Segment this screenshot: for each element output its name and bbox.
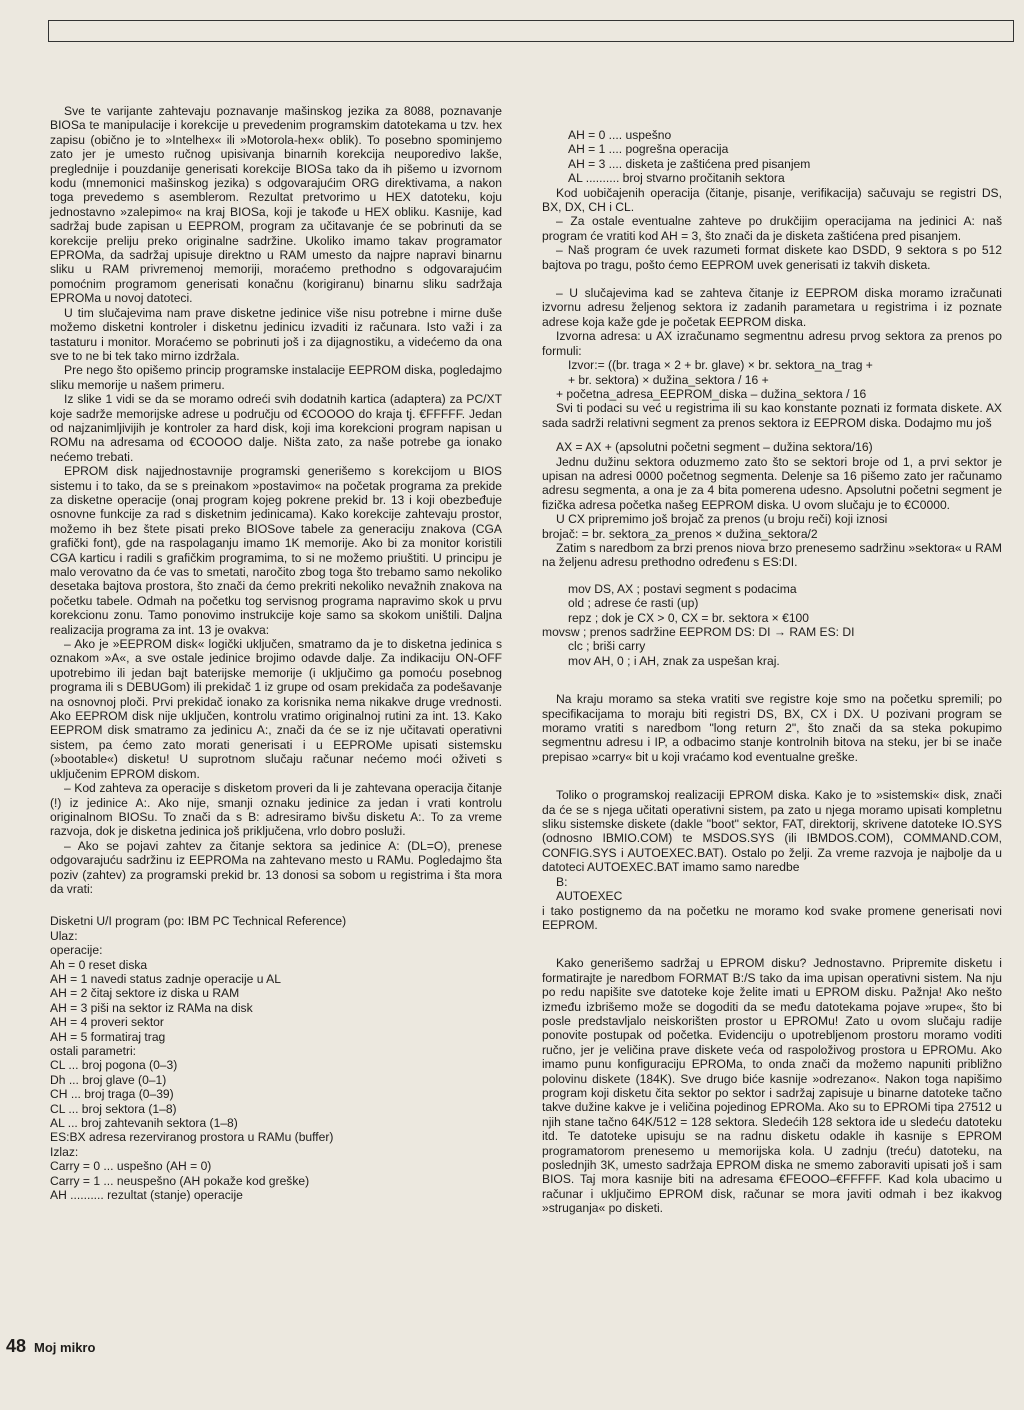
paragraph: Toliko o programskoj realizaciji EPROM diska. Kako je to »sistemski« disk, znači da će se s njega učitati operativni sistem, pa zato u njega moramo upisati kompletnu sliku sistemske diskete (dakle "boot" sektor, FAT, direktorij, skrivene datoteke IO.SYS (odnosno IBMIO.COM) te MSDOS.SYS (ili IBMDOS.COM), COMMAND.COM, CONFIG.SYS i AUTOEXEC.BAT). Ostalo po želji. Za vreme razvoja je najbolje da u datoteci AUTOEXEC.BAT imamo samo naredbe — [542, 788, 1002, 875]
paragraph: – U slučajevima kad se zahteva čitanje iz EEPROM diska moramo izračunati izvornu adresu željenog sektora iz zadanih parametara u registrima i iz poznate adrese koja kaže gde je početak EEPROM diska. — [542, 286, 1002, 329]
status-codes — [542, 128, 1002, 186]
table-line: AH = 1 navedi status zadnje operacije u AL — [50, 971, 281, 986]
address-formula — [542, 358, 1002, 401]
table-line: AH = 3 piši na sektor iz RAMa na disk — [50, 1000, 253, 1015]
table-line: Disketni U/I program (po: IBM PC Technical Reference) — [50, 914, 347, 929]
table-line: AL ... broj zahtevanih sektora (1–8) — [50, 1116, 238, 1131]
paragraph: Kod uobičajenih operacija (čitanje, pisanje, verifikacija) sačuvaju se registri DS, BX, DX, CH i CL. — [542, 185, 1002, 215]
right-column — [542, 128, 1002, 1216]
paragraph: EPROM disk najjednostavnije programski generišemo s korekcijom u BIOS sistemu i to tako, da se s preinakom »postavimo« na početak programa za prekide za disketne operacije (onaj program kojeg pokrene prekid br. 13 i koji obezbeđuje osnovne funkcije za rad s disketnim jedinicama). Kako korekcije zahtevaju prostor, možemo ih bez štete pisati preko BIOSove tabele za generaciju znakova (CGA grafički font), gde na raspolaganju imamo 1K memorije. Ako bi za monitor koristili CGA karticu i radili s grafičkim programima, to si ne možemo priuštiti. U principu je malo verovatno da će vas to smetati, naročito zbog toga što trebamo samo nekoliko desetaka bajtova prostora, što znači da ćemo prekriti nekoliko nevažnih znakova na početku tabele. Odmah na početku tog servisnog programa napravimo skok u prvu korekcionu zonu. Tamo ponovimo instrukcije koje samo sa skokom uništili. Daljna realizacija programa za int. 13 je ovakva: — [50, 464, 502, 637]
command-line: AUTOEXEC — [556, 889, 623, 904]
table-line: AH = 4 proveri sektor — [50, 1015, 164, 1030]
table-line: AH = 5 formatiraj trag — [50, 1029, 166, 1044]
status-line: AL .......... broj stvarno pročitanih sektora — [568, 171, 785, 186]
paragraph: Iz slike 1 vidi se da se moramo odreći svih dodatnih kartica (adaptera) za PC/XT koje sadrže memorijske adrese u području od €COOOO do kraja tj. €FFFFF. Jedan od najzanimljivijih je kontroler za hard disk, koji ima korekcioni program napisan u ROMu na adresama od €COOOO dalje. Ništa zato, za naše potrebe ga ionako nećemo trebati. — [50, 392, 502, 464]
paragraph: Svi ti podaci su već u registrima ili su kao konstante poznati iz formata diskete. AX sada sadrži relativni segment za prenos sektora iz EEPROM diska. Dodajmo mu još — [542, 401, 1002, 430]
table-line: operacije: — [50, 943, 103, 958]
table-line: Carry = 1 ... neuspešno (AH pokaže kod greške) — [50, 1173, 310, 1188]
paragraph: Jednu dužinu sektora oduzmemo zato što se sektori broje od 1, a prvi sektor je upisan na adresi 0000 početnog segmenta. Delenje sa 16 pišemo zato jer računamo adresu segmenta, a ona je za 4 bita pomerena udesno. Apsolutni početni segment je fizička adresa početka našeg EEPROM diska. U ovom slučaju je to €C0000. — [542, 454, 1002, 512]
formula-line: Izvor:= ((br. traga × 2 + br. glave) × br. sektora_na_trag + — [568, 358, 873, 373]
disk-io-table — [50, 914, 502, 1202]
ax-formula: AX = AX + (apsolutni početni segment – dužina sektora/16) — [556, 440, 873, 455]
status-line: AH = 1 .... pogrešna operacija — [568, 142, 729, 157]
paragraph: Sve te varijante zahtevaju poznavanje mašinskog jezika za 8088, poznavanje BIOSa te manipulacije i korekcije u prevedenim programskim datotekama u tzv. hex zapisu (obično je to »Intelhex« ili »Motorola-hex« oblik). To posebno spominjemo zato jer je umesto ručnog upisivanja binarnih korekcija neuporedivo lakše, preglednije i pouzdanije generisati korekcije BIOSa tako da ih pišemo u izvornom kodu (mnemonici mašinskog jezika) s odgovarajućim ORG direktivama, a nakon toga prevedemo s asemblerom. Rezultat pretvorimo u HEX datoteku, koju jednostavno »zalepimo« na kraj BIOSa, koji je takođe u HEX obliku. Kasnije, kad sadržaj bude zapisan u EEPROM, program za učitavanje će se pobrinuti da se korekcije preliju preko originalne sadržine. Ukoliko imamo takav programator EPROMa, da sadržaj upisuje direktno u RAM umesto da najpre napravi binarnu sliku u RAM privremenoj memoriji, moraćemo prethodno s odgovarajućim pomoćnim programom generisati konačnu (korigiranu) binarnu sliku sadržaja EPROMa u novoj datoteci. — [50, 104, 502, 306]
counter-formula: brojač: = br. sektora_za_prenos × dužina_sektora/2 — [542, 526, 818, 541]
status-line: AH = 3 .... disketa je zaštićena pred pisanjem — [568, 156, 811, 171]
table-line: Izlaz: — [50, 1144, 79, 1159]
paragraph: Pre nego što opišemo princip programske instalacije EEPROM diska, pogledajmo sliku memorije u našem primeru. — [50, 363, 502, 392]
paragraph: Kako generišemo sadržaj u EPROM disku? Jednostavno. Pripremite disketu i formatirajte je naredbom FORMAT B:/S tako da ima upisan operativni sistem. Na nju po redu napišite sve datoteke koje želite imati u EPROM disku. Pažnja! Ako nešto između izbrišemo može se dogoditi da se među datotekama pojave »rupe«, što bi posle predstavljalo neiskorišten prostor u EPROMu! Zato u ovom slučaju radije ponovite postupak od početka. Evidenciju o upotrebljenom prostoru moramo voditi ručno, jer je veličina prave diskete veća od raspoloživog prostora u EPROMu. Ako imamo punu konfiguraciju EPROMa, to onda znači da možemo napuniti približno polovinu diskete (184K). Sve drugo biće kasnije »odrezano«. Nakon toga napišimo program koji disketu čita sektor po sektor i sadržaj zapisuje u binarne datoteke tačno takve dužine kakve je i veličina pojedinog EPROMa. Ako su to EPROMi tipa 27512 u njih stane tačno 64K/512 = 128 sektora. Sledećih 128 sektora ide u sledeću datoteku itd. Te datoteke upisuju se na radnu disketu odakle ih kasnije s EPROM programatorom prenesemo u memorijska kola. U zadnju (treću) datoteku, na poslednjih 3K, umesto sadržaja EPROM diska ne smemo zaboraviti upisati još i sam BIOS. Taj mora kasnije biti na adresama €FEOOO–€FFFFF. Kad kola ubacimo u računar i uključimo EPROM disk, računar se mora javiti odmah i bez ikakvog »struganja« po disketi. — [542, 956, 1002, 1216]
paragraph: – Naš program će uvek razumeti format diskete kao DSDD, 9 sektora s po 512 bajtova po tragu, pošto ćemo EEPROM uvek generisati iz takvih disketa. — [542, 243, 1002, 272]
table-line: CH ... broj traga (0–39) — [50, 1087, 174, 1102]
table-line: Ah = 0 reset diska — [50, 957, 148, 972]
page-number: 48 — [6, 1336, 27, 1356]
table-line: Ulaz: — [50, 928, 78, 943]
paragraph: – Kod zahteva za operacije s disketom proveri da li je zahtevana operacija čitanje (!) iz jedinice A:. Ako nije, smanji oznaku jedinice za jedan i vrati kontrolu originalnom BIOSu. To znači da s B: adresiramo bivšu disketu A:. To za vreme razvoja, dok je disketna jedinica još priključena, vrlo dobro posluži. — [50, 781, 502, 839]
table-line: AH .......... rezultat (stanje) operacije — [50, 1188, 243, 1203]
paragraph: – Ako se pojavi zahtev za čitanje sektora sa jedinice A: (DL=O), prenese odgovarajuću sadržinu iz EEPROMa na zahtevano mesto u RAMu. Pogledajmo šta poziv (zahtev) za programski prekid br. 13 donosi sa sobom u registrima i šta mora da vrati: — [50, 838, 502, 896]
code-line: clc ; briši carry — [568, 639, 646, 654]
command-line: B: — [556, 874, 568, 889]
table-line: AH = 2 čitaj sektore iz diska u RAM — [50, 986, 240, 1001]
table-line: CL ... broj sektora (1–8) — [50, 1101, 177, 1116]
formula-line: + početna_adresa_EEPROM_diska – dužina_sektora / 16 — [556, 386, 867, 401]
table-line: Carry = 0 ... uspešno (AH = 0) — [50, 1159, 212, 1174]
code-line: mov DS, AX ; postavi segment s podacima — [568, 581, 797, 596]
table-line: CL ... broj pogona (0–3) — [50, 1058, 178, 1073]
code-line: mov AH, 0 ; i AH, znak za uspešan kraj. — [568, 653, 780, 668]
code-line: repz ; dok je CX > 0, CX = br. sektora × €100 — [568, 610, 810, 625]
status-line: AH = 0 .... uspešno — [568, 128, 672, 142]
paragraph: Izvorna adresa: u AX izračunamo segmentnu adresu prvog sektora za prenos po formuli: — [542, 329, 1002, 358]
table-line: ES:BX adresa rezerviranog prostora u RAMu (buffer) — [50, 1130, 334, 1145]
table-line: Dh ... broj glave (0–1) — [50, 1072, 167, 1087]
page-footer — [6, 1336, 95, 1357]
left-column — [50, 104, 502, 1202]
paragraph: Zatim s naredbom za brzi prenos niova brzo prenesemo sadržinu »sektora« u RAM na željenu adresu prethodno određenu s ES:DI. — [542, 540, 1002, 570]
magazine-name: Moj mikro — [34, 1340, 96, 1355]
paragraph: – Za ostale eventualne zahteve po drukčijim operacijama na jedinici A: naš program će vratiti kod AH = 3, što znači da je disketa zaštićena pred pisanjem. — [542, 214, 1002, 243]
code-line: old ; adrese će rasti (up) — [568, 596, 699, 611]
paragraph: U CX pripremimo još brojač za prenos (u broju reči) koji iznosi — [556, 512, 888, 527]
header-frame — [48, 20, 1014, 42]
paragraph: U tim slučajevima nam prave disketne jedinice više nisu potrebne i mirne duše možemo disketni kontroler i disketnu jedinicu izvaditi iz računara. Isto važi i za tastaturu i monitor. Moraćemo se pobrinuti još i za dijagnostiku, a videćemo da ona sve to ne bi tek tako mirno izdržala. — [50, 305, 502, 363]
formula-line: + br. sektora) × dužina_sektora / 16 + — [568, 372, 769, 387]
paragraph: Na kraju moramo sa steka vratiti sve registre koje smo na početku spremili; po specifikacijama to moraju biti registri DS, BX, CX i DX. U pozivani program se moramo vratiti s naredbom "long return 2", što znači da sa steka pokupimo segmentnu adresu i IP, a odbacimo stanje kontrolnih bitova na steku, jer bi se inače prepisao »carry« bit u koji vraćamo kod eventualne greške. — [542, 692, 1002, 764]
code-listing — [542, 582, 1002, 668]
paragraph: – Ako je »EEPROM disk« logički uključen, smatramo da je to disketna jedinica s oznakom »A«, a sve ostale jedinice brojimo odavde dalje. Za indikaciju ON-OFF upotrebimo ili jedan bajt baterijske memorije (i uključimo ga pomoću posebnog programa ili s DEBUGom) ili prekidač 1 iz grupe od osam prekidača za podešavanje na osnovnoj ploči. Prvi prekidač ionako za korisnika nema nikakve druge vrednosti. Ako EEPROM disk nije uključen, kontrolu vratimo originalnoj rutini za int. 13. Kako EEPROM disk smatramo za jedinicu A:, znači da će se iz nje učitavati operativni sistem, pa ćemo zato morati generisati i u EEPROMe upisati sistemsku (»bootable«) disketu! U suprotnom slučaju računar nećemo moći oživeti s uključenim EPROM diskom. — [50, 637, 502, 781]
code-line: movsw ; prenos sadržine EEPROM DS: DI → RAM ES: DI — [542, 625, 855, 639]
paragraph: i tako postignemo da na početku ne moramo kod svake promene generisati novi EEPROM. — [542, 903, 1002, 932]
table-line: ostali parametri: — [50, 1044, 137, 1058]
